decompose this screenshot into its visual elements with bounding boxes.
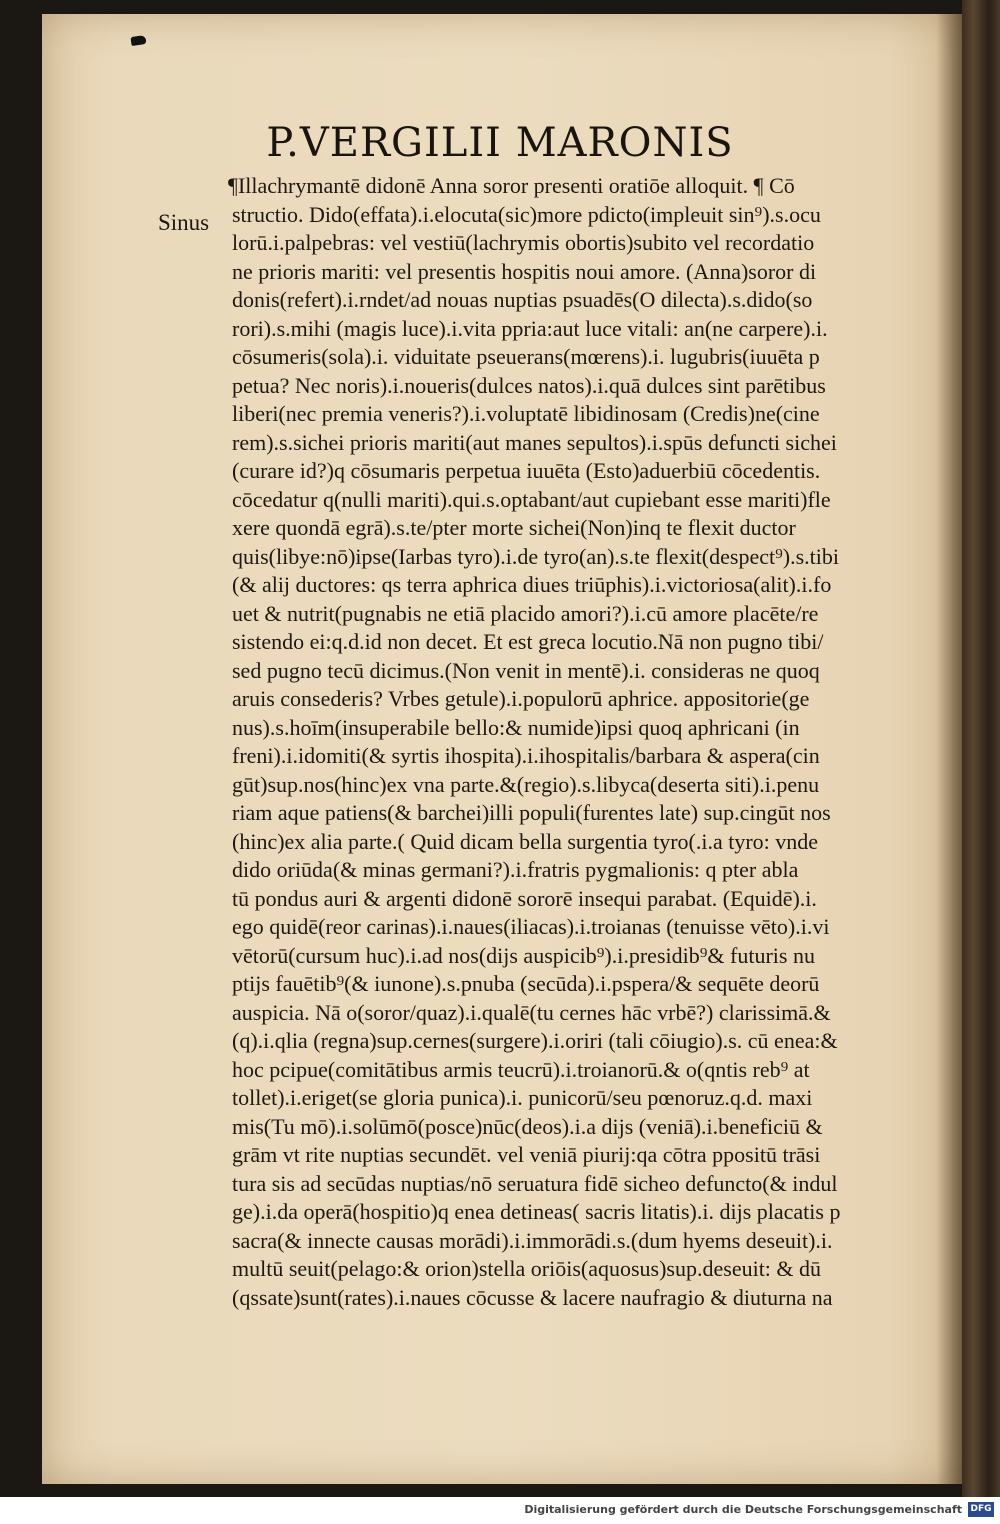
text-line: lorū.i.palpebras: vel vestiū(lachrymis obortis)subito vel recordatio bbox=[232, 230, 815, 255]
book-edge-strip bbox=[962, 0, 1000, 1497]
footer bbox=[0, 1497, 1000, 1524]
text-line: ne prioris mariti: vel presentis hospitis noui amore. (Anna)soror di bbox=[232, 258, 817, 284]
text-line: freni).i.idomiti(& syrtis ihospita).i.ihospitalis/barbara & aspera(cin bbox=[232, 743, 820, 768]
text-line: sistendo ei:q.d.id non decet. Et est greca locutio.Nā non pugno tibi/ bbox=[232, 629, 824, 654]
text-line: aruis consederis? Vrbes getule).i.populorū aphrice. appositorie(ge bbox=[232, 686, 810, 711]
text-line: xere quondā egrā).s.te/pter morte sichei(Non)inq te flexit ductor bbox=[232, 515, 796, 540]
text-line: (curare id?)q cōsumaris perpetua iuuēta (Esto)aduerbiū cōcedentis. bbox=[232, 458, 821, 483]
text-line: ge).i.da operā(hospitio)q enea detineas( sacris litatis).i. dijs placatis p bbox=[232, 1199, 841, 1224]
text-line: hoc pcipue(comitātibus armis teucrū).i.troianorū.& o(qntis reb⁹ at bbox=[232, 1056, 810, 1082]
text-line: petua? Nec noris).i.noueris(dulces natos).i.quā dulces sint parētibus bbox=[232, 372, 826, 398]
text-line: rori).s.mihi (magis luce).i.vita ppria:aut luce vitali: an(ne carpere).i. bbox=[232, 315, 828, 341]
text-line: riam aque patiens(& barchei)illi populi(furentes late) sup.cingūt nos bbox=[232, 800, 831, 825]
text-line: rem).s.sichei prioris mariti(aut manes sepultos).i.spūs defuncti sichei bbox=[232, 429, 837, 455]
text-line: sed pugno tecū dicimus.(Non venit in mentē).i. consideras ne quoq bbox=[232, 657, 820, 683]
text-line: (hinc)ex alia parte.( Quid dicam bella surgentia tyro(.i.a tyro: vnde bbox=[232, 828, 819, 854]
text-line: grām vt rite nuptias secundēt. vel veniā piurij:qa cōtra ppositū trāsi bbox=[232, 1142, 821, 1167]
running-title: P.VERGILII MARONIS bbox=[266, 120, 734, 166]
text-line: tura sis ad secūdas nuptias/nō seruatura fidē sicheo defuncto(& indul bbox=[232, 1170, 838, 1196]
text-line: auspicia. Nā o(soror/quaz).i.qualē(tu cernes hāc vrbē?) clarissimā.& bbox=[232, 999, 831, 1025]
margin-note: Sinus bbox=[158, 210, 210, 235]
text-line: ego quidē(reor carinas).i.naues(iliacas).i.troianas (tenuisse vēto).i.vi bbox=[232, 914, 830, 939]
text-line: tū pondus auri & argenti didonē sororē insequi parabat. (Equidē).i. bbox=[232, 885, 817, 911]
text-line: cōsumeris(sola).i. viduitate pseuerans(mœrens).i. lugubris(iuuēta p bbox=[232, 344, 820, 369]
text-line: (q).i.qlia (regna)sup.cernes(surgere).i.oriri (tali cōiugio).s. cū enea:& bbox=[232, 1028, 838, 1053]
text-line: mis(Tu mō).i.solūmō(posce)nūc(deos).i.a dijs (veniā).i.beneficiū & bbox=[232, 1113, 823, 1139]
text-line: ptijs fauētib⁹(& iunone).s.pnuba (secūda).i.pspera/& sequēte deorū bbox=[232, 971, 820, 996]
text-line: nus).s.hoīm(insuperabile bello:& numide)ipsi quoq aphricani (in bbox=[232, 714, 800, 740]
text-line: sacra(& innecte causas morādi).i.immorādi.s.(dum hyems deseuit).i. bbox=[232, 1227, 833, 1253]
text-line: (qssate)sunt(rates).i.naues cōcusse & lacere naufragio & diuturna na bbox=[232, 1284, 833, 1310]
dfg-logo: DFG bbox=[968, 1502, 994, 1517]
text-line: multū seuit(pelago:& orion)stella oriōis(aquosus)sup.deseuit: & dū bbox=[232, 1256, 822, 1281]
text-line: uet & nutrit(pugnabis ne etiā placido amori?).i.cū amore placēte/re bbox=[232, 600, 819, 626]
funding-text: Digitalisierung gefördert durch die Deutsche Forschungsgemeinschaft bbox=[524, 1503, 962, 1516]
text-line: structio. Dido(effata).i.elocuta(sic)more pdicto(impleuit sin⁹).s.ocu bbox=[232, 201, 821, 227]
text-line: vētorū(cursum huc).i.ad nos(dijs auspicib⁹).i.presidib⁹& futuris nu bbox=[232, 942, 815, 968]
text-line: gūt)sup.nos(hinc)ex vna parte.&(regio).s.libyca(deserta siti).i.penu bbox=[232, 771, 820, 797]
text-line: liberi(nec premia veneris?).i.voluptatē libidinosam (Credis)ne(cine bbox=[232, 401, 820, 426]
text-line: dido oriūda(& minas germani?).i.fratris pygmalionis: q pter abla bbox=[232, 857, 799, 882]
text-line: (& alij ductores: qs terra aphrica diues triūphis).i.victoriosa(alit).i.fo bbox=[232, 572, 832, 597]
text-line: ¶Illachrymantē didonē Anna soror presenti oratiōe alloquit. ¶ Cō bbox=[228, 173, 795, 198]
text-line: quis(libye:nō)ipse(Iarbas tyro).i.de tyro(an).s.te flexit(despect⁹).s.tibi bbox=[232, 543, 839, 569]
text-line: donis(refert).i.rndet/ad nouas nuptias psuadēs(O dilecta).s.dido(so bbox=[232, 287, 813, 312]
commentary-text bbox=[228, 172, 962, 1312]
text-line: cōcedatur q(nulli mariti).qui.s.optabant/aut cupiebant esse mariti)fle bbox=[232, 486, 831, 512]
text-line: tollet).i.eriget(se gloria punica).i. punicorū/seu pœnoruz.q.d. maxi bbox=[232, 1085, 813, 1110]
